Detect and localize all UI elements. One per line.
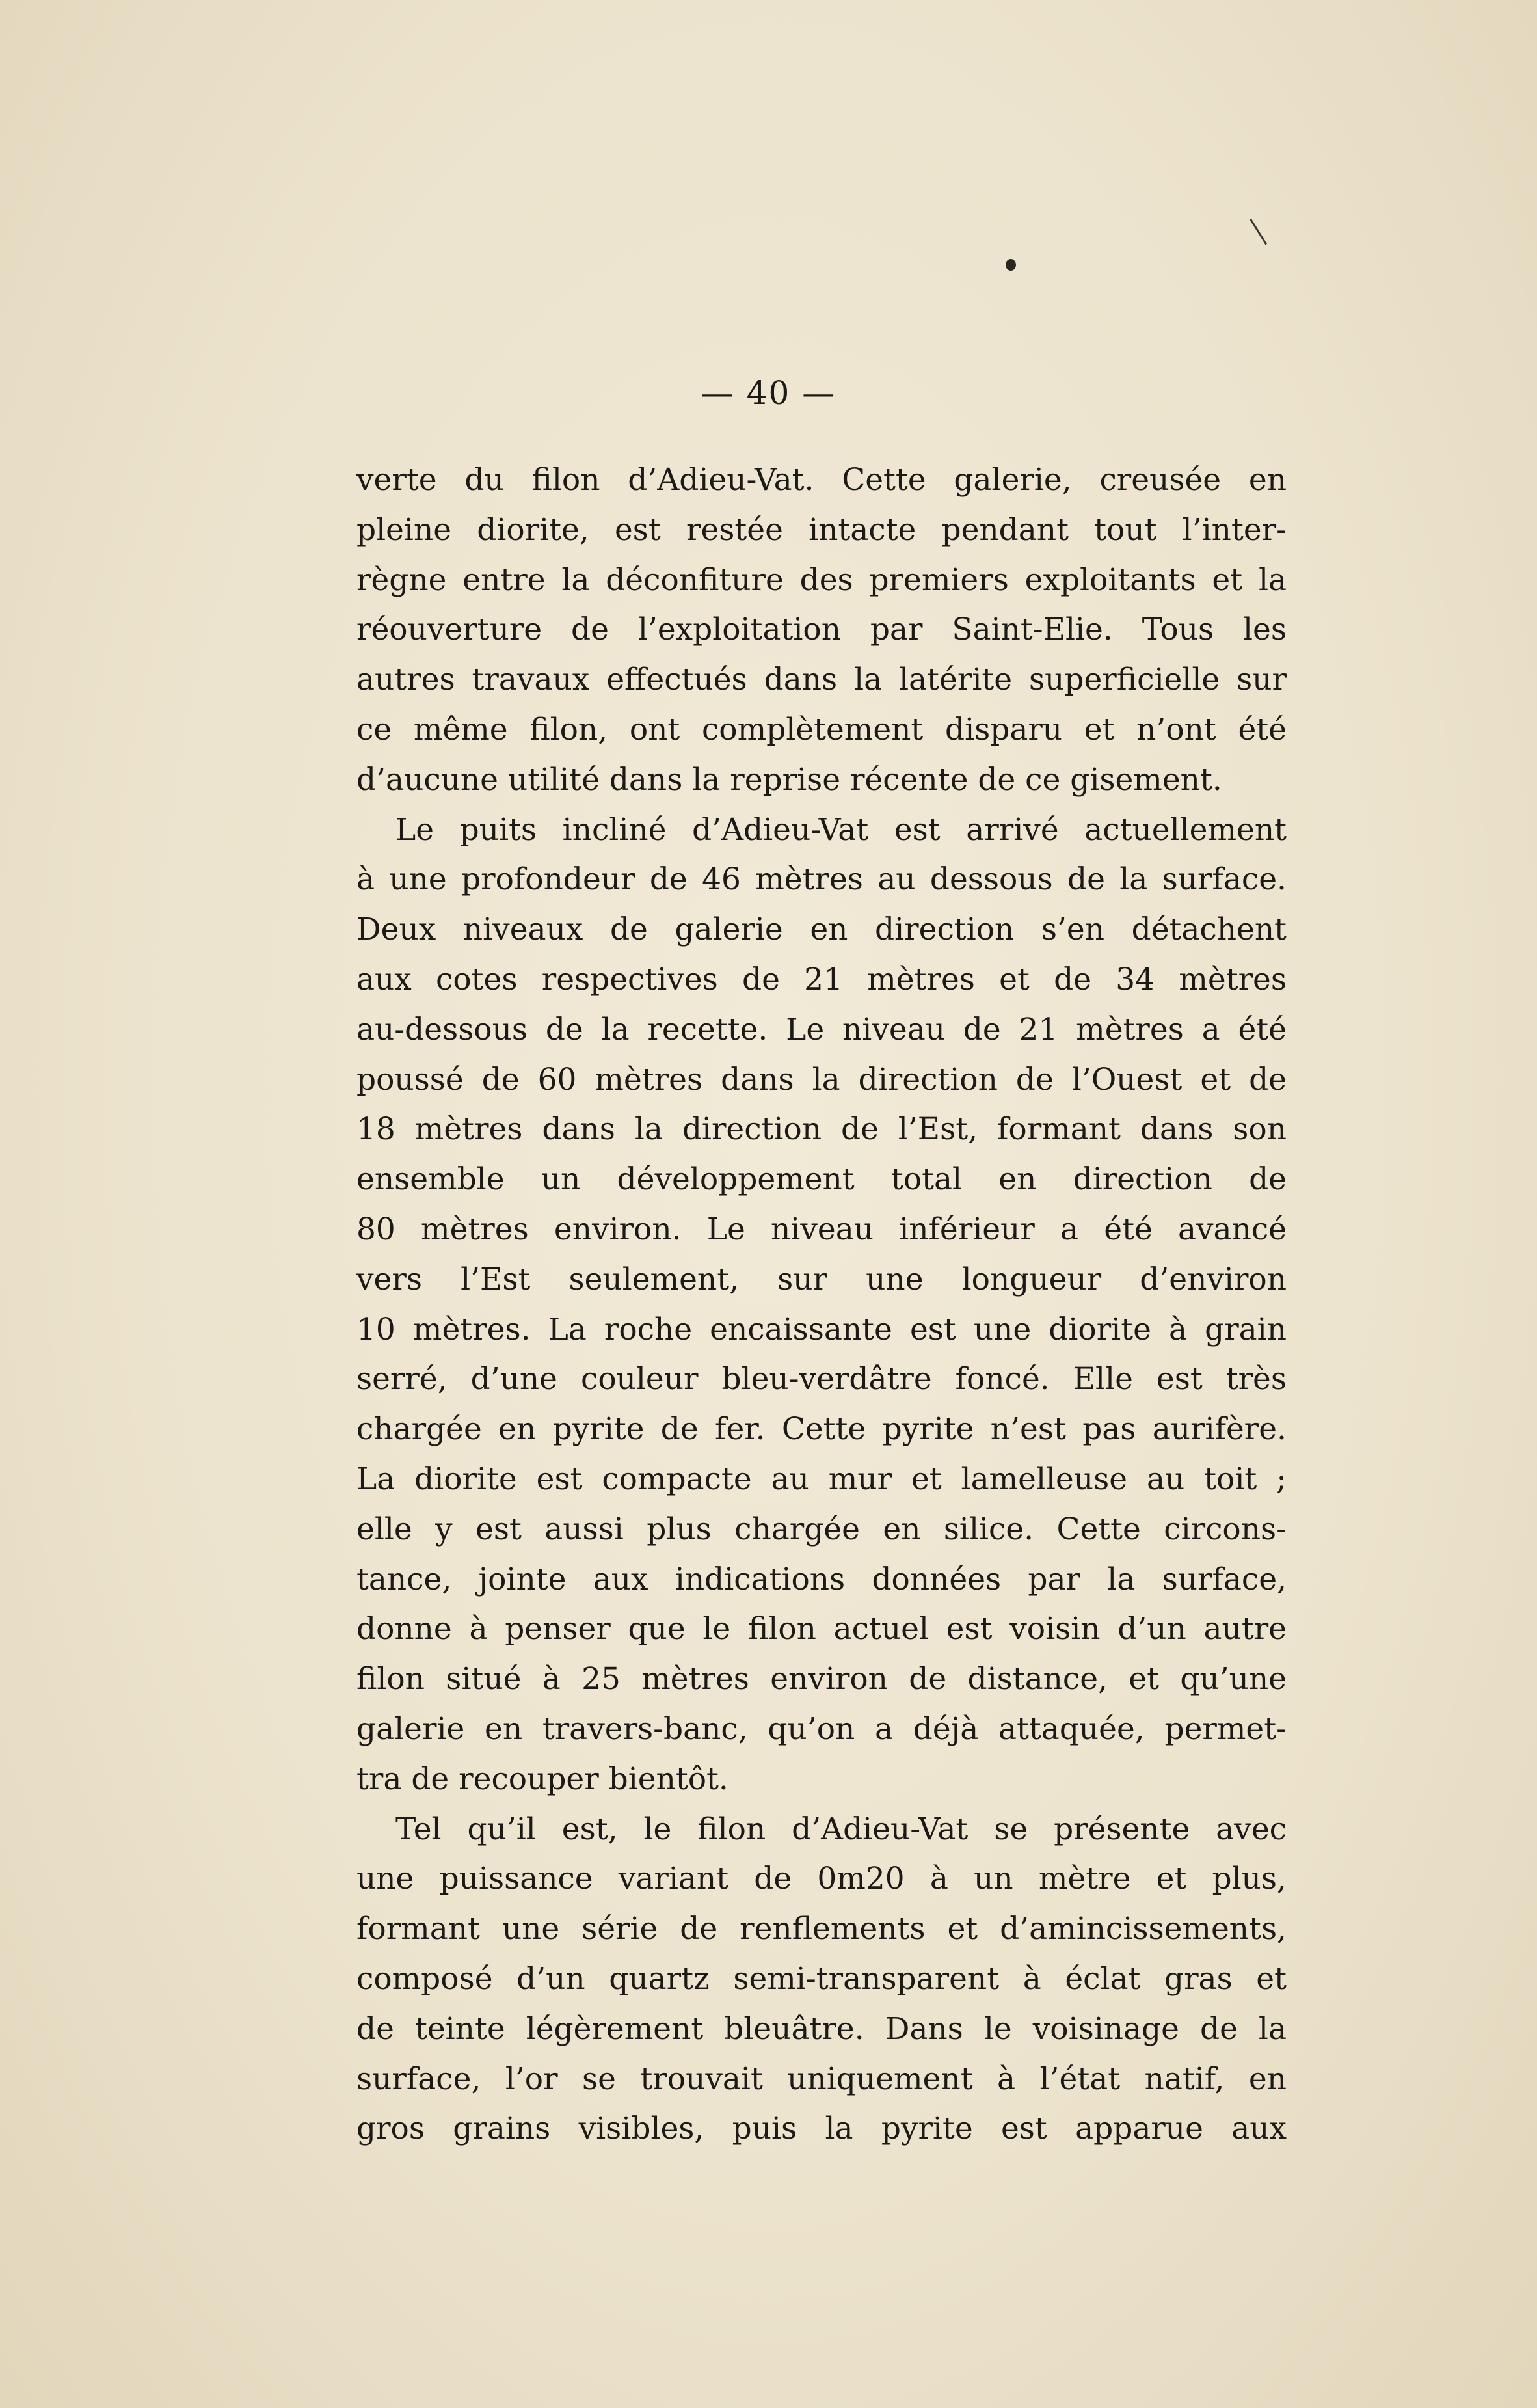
page-number: — 40 — bbox=[701, 374, 836, 412]
text-line: poussé de 60 mètres dans la direction de l’Ouest et de bbox=[356, 1061, 1287, 1098]
text-line: surface, l’or se trouvait uniquement à l’état natif, en bbox=[356, 2061, 1287, 2097]
text-line: ce même filon, ont complètement disparu et n’ont été bbox=[356, 711, 1287, 748]
text-line: elle y est aussi plus chargée en silice. Cette circons- bbox=[356, 1511, 1287, 1547]
text-line: 80 mètres environ. Le niveau inférieur a été avancé bbox=[356, 1211, 1287, 1247]
ink-speck bbox=[1006, 259, 1016, 271]
text-line: 18 mètres dans la direction de l’Est, formant dans son bbox=[356, 1111, 1287, 1148]
text-line: Deux niveaux de galerie en direction s’en détachent bbox=[356, 912, 1287, 948]
text-line: Le puits incliné d’Adieu-Vat est arrivé actuellement bbox=[395, 811, 1287, 848]
text-line: au-dessous de la recette. Le niveau de 21 mètres a été bbox=[356, 1011, 1287, 1048]
body-text bbox=[356, 455, 1287, 2154]
text-line: une puissance variant de 0m20 à un mètre et plus, bbox=[356, 1861, 1287, 1897]
text-line: donne à penser que le filon actuel est voisin d’un autre bbox=[356, 1611, 1287, 1647]
text-line: de teinte légèrement bleuâtre. Dans le voisinage de la bbox=[356, 2010, 1287, 2047]
text-line: vers l’Est seulement, sur une longueur d’environ bbox=[356, 1261, 1287, 1297]
text-line: Tel qu’il est, le filon d’Adieu-Vat se présente avec bbox=[395, 1811, 1287, 1847]
text-line: aux cotes respectives de 21 mètres et de 34 mètres bbox=[356, 961, 1287, 997]
text-line: gros grains visibles, puis la pyrite est apparue aux bbox=[356, 2111, 1287, 2147]
text-line: verte du filon d’Adieu-Vat. Cette galerie, creusée en bbox=[356, 462, 1287, 498]
text-line: 10 mètres. La roche encaissante est une diorite à grain bbox=[356, 1311, 1287, 1347]
text-line: à une profondeur de 46 mètres au dessous de la surface. bbox=[356, 861, 1287, 898]
text-line: serré, d’une couleur bleu-verdâtre foncé. Elle est très bbox=[356, 1361, 1287, 1398]
text-line: tance, jointe aux indications données par la surface, bbox=[356, 1561, 1287, 1597]
text-line: filon situé à 25 mètres environ de distance, et qu’une bbox=[356, 1661, 1287, 1698]
text-line: règne entre la déconfiture des premiers exploitants et la bbox=[356, 561, 1287, 598]
text-line: d’aucune utilité dans la reprise récente de ce gisement. bbox=[356, 761, 1222, 798]
text-line: ensemble un développement total en direction de bbox=[356, 1161, 1287, 1198]
text-line: La diorite est compacte au mur et lamelleuse au toit ; bbox=[356, 1461, 1287, 1497]
text-line: réouverture de l’exploitation par Saint-Elie. Tous les bbox=[356, 612, 1287, 648]
text-line: chargée en pyrite de fer. Cette pyrite n’est pas aurifère. bbox=[356, 1411, 1287, 1448]
text-line: pleine diorite, est restée intacte pendant tout l’inter- bbox=[356, 511, 1287, 548]
text-line: autres travaux effectués dans la latérite superficielle sur bbox=[356, 662, 1287, 698]
text-line: galerie en travers-banc, qu’on a déjà attaquée, permet- bbox=[356, 1711, 1287, 1747]
text-line: composé d’un quartz semi-transparent à éclat gras et bbox=[356, 1960, 1287, 1997]
ink-mark bbox=[1250, 219, 1267, 245]
text-line: tra de recouper bientôt. bbox=[356, 1761, 728, 1797]
text-line: formant une série de renflements et d’amincissements, bbox=[356, 1911, 1287, 1947]
